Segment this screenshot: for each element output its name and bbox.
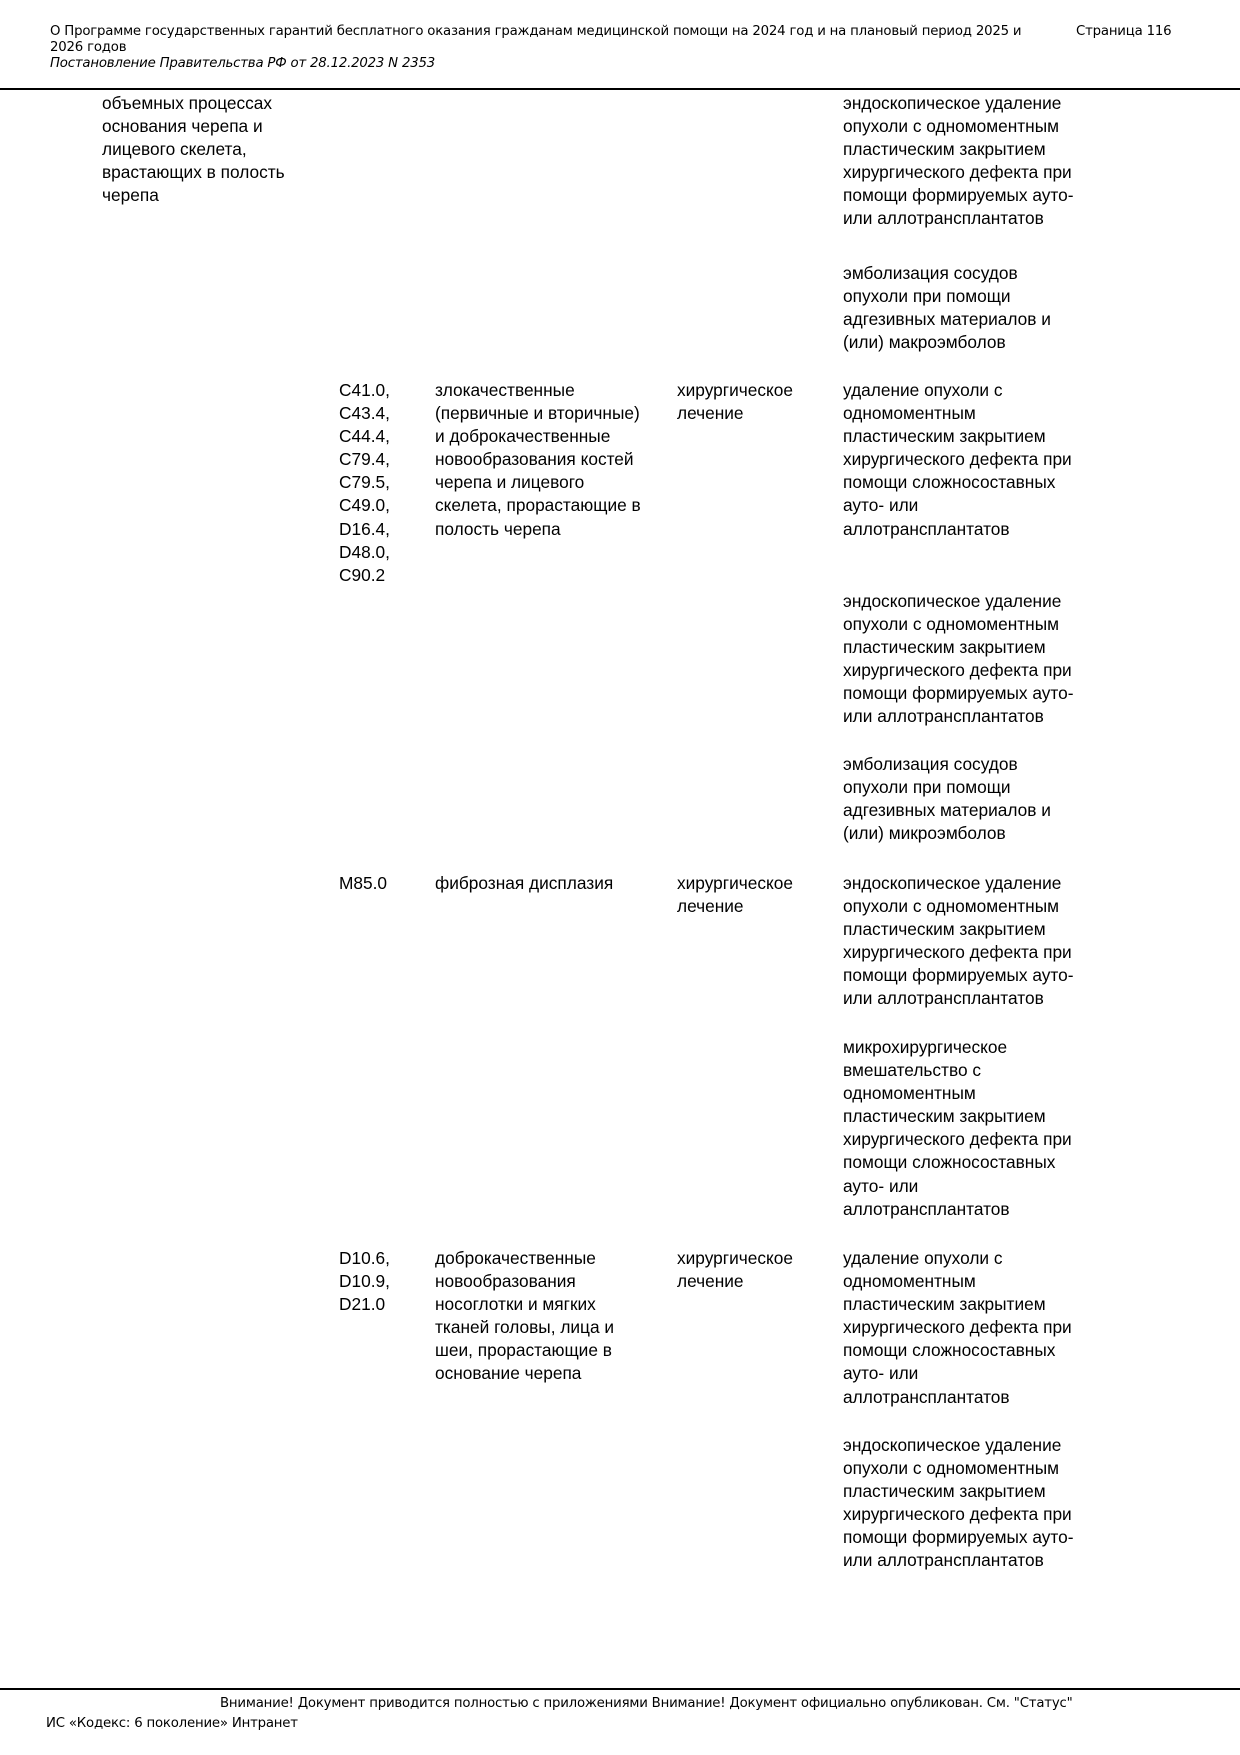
footer-divider <box>0 1688 1240 1690</box>
treatment-cell: хирургическое лечение <box>677 873 793 917</box>
page-header <box>50 24 1040 72</box>
condition-cell: доброкачественные новообразования носоглотки и мягких тканей головы, лица и шеи, прорастающие в основание черепа <box>435 1248 615 1384</box>
method-cell: эндоскопическое удаление опухоли с одномоментным пластическим закрытием хирургического дефекта при помощи формируемых ауто- или аллотрансплантатов <box>843 873 1074 1009</box>
icd-codes-cell: D10.6, D10.9, D21.0 <box>339 1248 390 1315</box>
method-cell: удаление опухоли с одномоментным пластическим закрытием хирургического дефекта при помощи сложносоставных ауто- или аллотрансплантатов <box>843 1248 1072 1407</box>
condition-continuation: объемных процессах основания черепа и лицевого скелета, врастающих в полость черепа <box>102 93 285 206</box>
icd-codes-cell: M85.0 <box>339 873 388 893</box>
page-number: Страница 116 <box>1076 24 1172 39</box>
method-cell: эндоскопическое удаление опухоли с одномоментным пластическим закрытием хирургического дефекта при помощи формируемых ауто- или аллотрансплантатов <box>843 93 1074 229</box>
treatment-cell: хирургическое лечение <box>677 380 793 424</box>
method-cell: эндоскопическое удаление опухоли с одномоментным пластическим закрытием хирургического дефекта при помощи формируемых ауто- или аллотрансплантатов <box>843 1435 1074 1571</box>
method-cell: эндоскопическое удаление опухоли с одномоментным пластическим закрытием хирургического дефекта при помощи формируемых ауто- или аллотрансплантатов <box>843 591 1074 727</box>
treatment-cell: хирургическое лечение <box>677 1248 793 1292</box>
footer-notice: Внимание! Документ приводится полностью с приложениями Внимание! Документ официально опубликован. См. "Статус" <box>220 1696 1073 1711</box>
footer-system: ИС «Кодекс: 6 поколение» Интранет <box>46 1716 298 1731</box>
header-divider <box>0 88 1240 90</box>
method-cell: эмболизация сосудов опухоли при помощи адгезивных материалов и (или) макроэмболов <box>843 263 1051 353</box>
condition-cell: злокачественные (первичные и вторичные) и доброкачественные новообразования костей черепа и лицевого скелета, прорастающие в полость черепа <box>435 380 641 539</box>
icd-codes-cell: C41.0, C43.4, C44.4, C79.4, C79.5, C49.0, D16.4, D48.0, C90.2 <box>339 380 390 585</box>
method-cell: микрохирургическое вмешательство с одномоментным пластическим закрытием хирургического дефекта при помощи сложносоставных ауто- или аллотрансплантатов <box>843 1037 1072 1219</box>
condition-cell: фиброзная дисплазия <box>435 873 614 893</box>
document-title: О Программе государственных гарантий бесплатного оказания гражданам медицинской помощи на 2024 год и на плановый период 2025 и 2026 годов <box>50 24 1022 55</box>
method-cell: эмболизация сосудов опухоли при помощи адгезивных материалов и (или) микроэмболов <box>843 754 1051 844</box>
document-subtitle: Постановление Правительства РФ от 28.12.2023 N 2353 <box>50 56 435 71</box>
method-cell: удаление опухоли с одномоментным пластическим закрытием хирургического дефекта при помощи сложносоставных ауто- или аллотрансплантатов <box>843 380 1072 539</box>
